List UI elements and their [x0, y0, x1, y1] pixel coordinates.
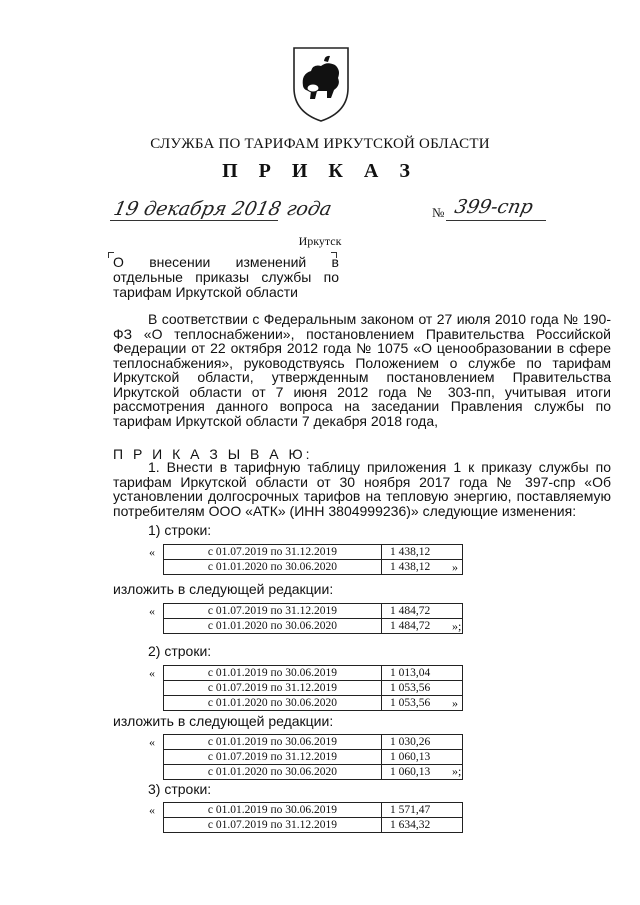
tariff-value-cell: 1 634,32	[382, 818, 463, 833]
tariff-value-cell: 1 053,56	[382, 681, 463, 696]
table-row	[164, 803, 463, 818]
period-cell: с 01.07.2019 по 31.12.2019	[164, 545, 382, 560]
preamble-paragraph: В соответствии с Федеральным законом от 27 июля 2010 года № 190-ФЗ «О теплоснабжении», постановлением Правительства Российской Федерации от 22 октября 2012 года № 1075 «О ценообразовании в сфере теплоснабжения», руководствуясь Положением о службе по тарифам Иркутской области, утвержденным постановлением Правительства Иркутской области от 7 июня 2012 года № 303-пп, учитывая итоги рассмотрения данного вопроса на заседании Правления службы по тарифам Иркутской области 7 декабря 2018 года,	[113, 311, 611, 429]
city-name: Иркутск	[298, 234, 342, 248]
document-title: П Р И К А З	[222, 160, 418, 182]
tariff-value-cell: 1 030,26	[382, 735, 463, 750]
tariff-value-cell: 1 060,13	[382, 750, 463, 765]
table-row	[164, 696, 463, 711]
handwritten-date: 19 декабря 2018 года	[111, 198, 334, 220]
section-3-old-table	[163, 802, 463, 833]
period-cell: с 01.01.2020 по 30.06.2020	[164, 765, 382, 780]
table-row	[164, 560, 463, 575]
table-row	[164, 750, 463, 765]
section-1-old-table	[163, 544, 463, 575]
tariff-value-cell: 1 484,72	[382, 604, 463, 619]
period-cell: с 01.01.2019 по 30.06.2019	[164, 666, 382, 681]
period-cell: с 01.01.2020 по 30.06.2020	[164, 696, 382, 711]
quote-open: «	[149, 545, 155, 559]
tariff-value-cell: 1 053,56	[382, 696, 463, 711]
tariff-value-cell: 1 571,47	[382, 803, 463, 818]
item-1-paragraph: 1. Внести в тарифную таблицу приложения 1 к приказу службы по тарифам Иркутской области от 30 ноября 2017 года № 397-спр «Об установлении долгосрочных тарифов на тепловую энергию, поставляемую потребителям ООО «АТК» (ИНН 3804999236)» следующие изменения:	[113, 459, 611, 519]
edit-label: изложить в следующей редакции:	[113, 713, 334, 729]
table-row	[164, 735, 463, 750]
tariff-value-cell: 1 484,72	[382, 619, 463, 634]
quote-close: »	[452, 560, 458, 574]
number-underline	[446, 220, 546, 221]
quote-open: «	[149, 803, 155, 817]
organization-name: СЛУЖБА ПО ТАРИФАМ ИРКУТСКОЙ ОБЛАСТИ	[150, 136, 490, 152]
section-3-label: 3) строки:	[148, 781, 212, 797]
quote-open: «	[149, 666, 155, 680]
period-cell: с 01.01.2020 по 30.06.2020	[164, 560, 382, 575]
section-2-old-table	[163, 665, 463, 711]
period-cell: с 01.07.2019 по 31.12.2019	[164, 750, 382, 765]
table-row	[164, 666, 463, 681]
period-cell: с 01.07.2019 по 31.12.2019	[164, 818, 382, 833]
period-cell: с 01.07.2019 по 31.12.2019	[164, 681, 382, 696]
table-row	[164, 765, 463, 780]
coat-of-arms-emblem	[291, 44, 351, 124]
date-underline	[110, 220, 278, 221]
section-1-new-table	[163, 603, 463, 634]
period-cell: с 01.07.2019 по 31.12.2019	[164, 604, 382, 619]
table-row	[164, 604, 463, 619]
tariff-value-cell: 1 060,13	[382, 765, 463, 780]
table-row	[164, 681, 463, 696]
edit-label: изложить в следующей редакции:	[113, 581, 334, 597]
quote-open: «	[149, 735, 155, 749]
tariff-value-cell: 1 438,12	[382, 545, 463, 560]
tariff-value-cell: 1 013,04	[382, 666, 463, 681]
tariff-value-cell: 1 438,12	[382, 560, 463, 575]
table-row	[164, 545, 463, 560]
quote-close-semicolon: »;	[452, 619, 462, 633]
number-label: №	[432, 205, 445, 220]
period-cell: с 01.01.2020 по 30.06.2020	[164, 619, 382, 634]
quote-open: «	[149, 604, 155, 618]
handwritten-order-number: 399-спр	[452, 196, 536, 218]
section-1-label: 1) строки:	[148, 522, 212, 538]
period-cell: с 01.01.2019 по 30.06.2019	[164, 803, 382, 818]
quote-close-semicolon: »;	[452, 764, 462, 778]
period-cell: с 01.01.2019 по 30.06.2019	[164, 735, 382, 750]
table-row	[164, 619, 463, 634]
decree-heading: П Р И К А З Ы В А Ю:	[113, 446, 313, 462]
section-2-label: 2) строки:	[148, 643, 212, 659]
quote-close: »	[452, 696, 458, 710]
table-row	[164, 818, 463, 833]
document-subject: О внесении изменений в отдельные приказы службы по тарифам Иркутской области	[113, 254, 339, 300]
section-2-new-table	[163, 734, 463, 780]
